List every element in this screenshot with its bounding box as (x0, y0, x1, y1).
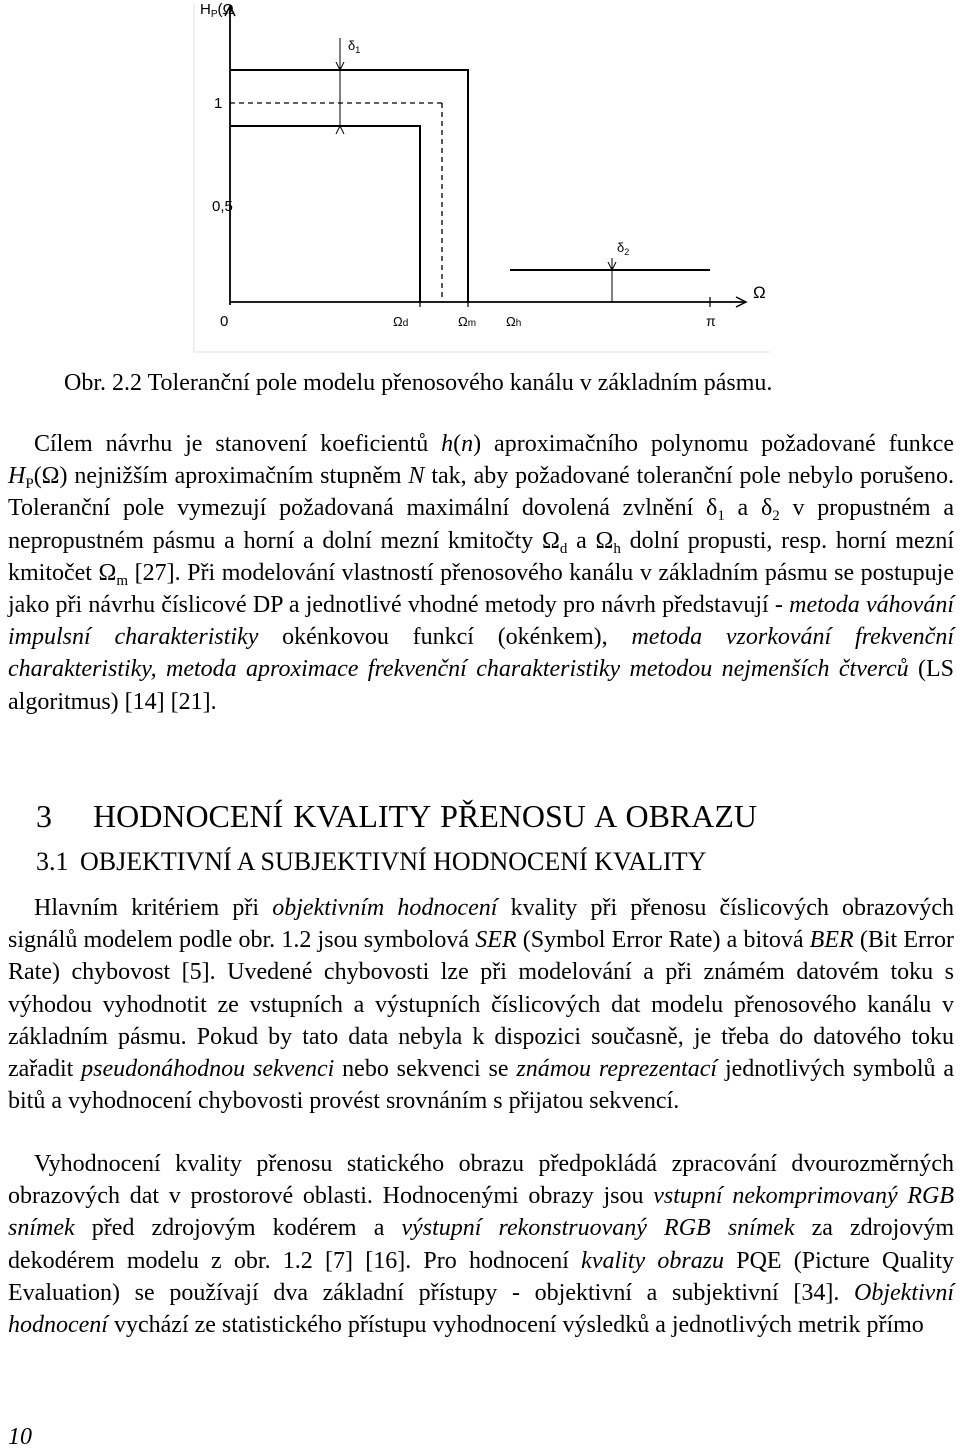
delta1-label: $\delta_1$ (348, 38, 361, 55)
passband-upper-limit (230, 70, 468, 302)
figure-caption: Obr. 2.2 Toleranční pole modelu přenosového kanálu v základním pásmu. (64, 370, 773, 396)
x-axis-label-omega: Ω (753, 283, 766, 302)
y-tick-0: 0 (220, 313, 229, 330)
delta2-label: $\delta_2$ (617, 240, 630, 257)
x-tick-omega-m: Ωm (458, 314, 477, 329)
section-heading-3: 3 HODNOCENÍ KVALITY PŘENOSU A OBRAZU (36, 798, 758, 834)
tolerance-field-figure (190, 0, 780, 360)
y-tick-1: 1 (214, 95, 223, 112)
paragraph-image-quality: Vyhodnocení kvality přenosu statického obrazu předpokládá zpracování dvourozměrných obrazových dat v prostorové oblasti. Hodnocenými obrazy jsou vstupní nekomprimovaný RGB snímek před zdrojovým kodérem a výstupní rekonstruovaný RGB snímek za zdrojovým dekodérem modelu z obr. 1.2 [7] [16]. Pro hodnocení kvality obrazu PQE (Picture Quality Evaluation) se používají dva základní přístupy - objektivní a subjektivní [34]. Objektivní hodnocení vychází ze statistického přístupu vyhodnocení výsledků a jednotlivých metrik přímo (8, 1151, 955, 1339)
x-tick-omega-d: Ωd (393, 314, 409, 329)
paragraph-objective-evaluation: Hlavním kritériem při objektivním hodnocení kvality při přenosu číslicových obrazových signálů modelem podle obr. 1.2 jsou symbolová SER (Symbol Error Rate) a bitová BER (Bit Error Rate) chybovost [5]. Uvedené chybovosti lze při modelování a při známém datovém toku s výhodou vyhodnotit ze vstupních a výstupních číslicových dat modelu přenosového kanálu v základním pásmu. Pokud by tato data nebyla k dispozici současně, je třeba do datového toku zařadit pseudonáhodnou sekvenci nebo sekvenci se známou reprezentací jednotlivých symbolů a bitů a vyhodnocení chybovosti provést srovnáním s přijatou sekvencí. (8, 895, 955, 1115)
x-tick-pi: π (706, 313, 716, 329)
y-tick-half: 0,5 (212, 198, 233, 215)
x-tick-omega-h: Ωh (506, 314, 522, 329)
subsection-heading-3-1: 3.1 OBJEKTIVNÍ A SUBJEKTIVNÍ HODNOCENÍ KVALITY (36, 847, 707, 876)
page-number: 10 (8, 1424, 32, 1450)
paragraph-design-goal: Cílem návrhu je stanovení koeficientů h(n) aproximačního polynomu požadované funkce $H_P(\Omega)$ nejnižším aproximačním stupněm N tak, aby požadované toleranční pole nebylo porušeno. Toleranční pole vymezují požadovaná maximální dovolená zvlnění $\delta_1$ a $\delta_2$ v propustném a nepropustném pásmu a horní a dolní mezní kmitočty $\Omega_d$ a $\Omega_h$ dolní propusti, resp. horní mezní kmitočet $\Omega_m$ [27]. Při modelování vlastností přenosového kanálu v základním pásmu se postupuje jako při návrhu číslicové DP a jednotlivé vhodné metody pro návrh představují - metoda váhování impulsní charakteristiky okénkovou funkcí (okénkem), metoda vzorkování frekvenční charakteristiky, metoda aproximace frekvenční charakteristiky metodou nejmenších čtverců (LS algoritmus) [14] [21]. (8, 431, 955, 715)
y-axis-label: $H_P(\Omega$ (200, 1, 234, 20)
passband-lower-limit (230, 126, 420, 302)
